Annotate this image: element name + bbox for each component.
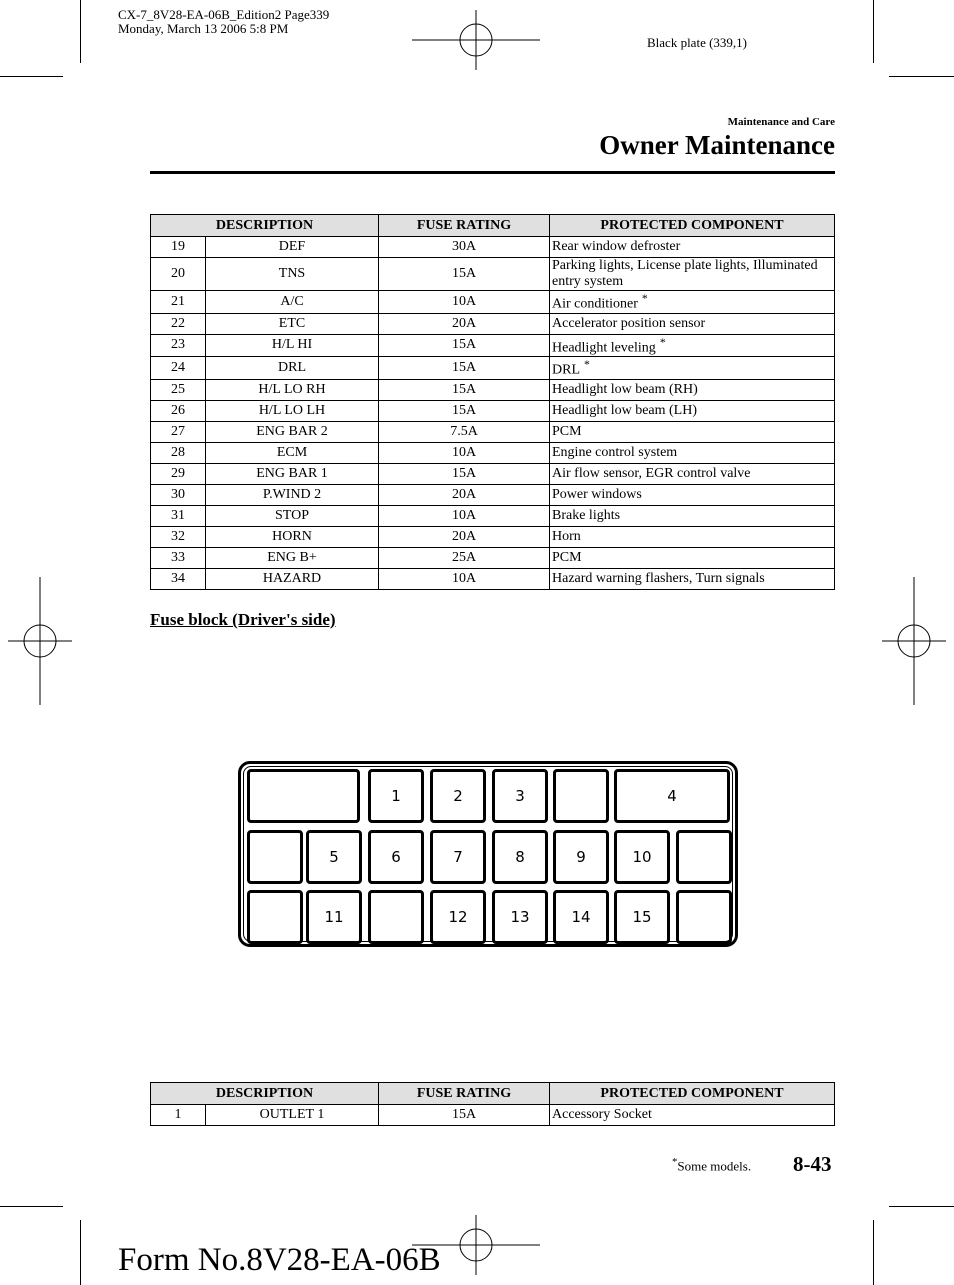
fuse-rating-text: 15A bbox=[451, 465, 477, 481]
fuse-slot-9: 9 bbox=[553, 830, 609, 884]
fuse-number-text: 20 bbox=[171, 266, 185, 281]
table-row bbox=[151, 379, 835, 400]
fuse-number bbox=[151, 313, 206, 334]
protected-component-text: Headlight leveling bbox=[552, 340, 656, 356]
table-row bbox=[151, 357, 835, 380]
protected-component bbox=[550, 484, 835, 505]
fuse-description bbox=[206, 568, 379, 589]
protected-component bbox=[550, 463, 835, 484]
fuse-slot-empty bbox=[368, 890, 424, 944]
fuse-number bbox=[151, 1105, 206, 1126]
protected-component-text: Hazard warning flashers, Turn signals bbox=[552, 570, 765, 586]
fuse-description-text: H/L HI bbox=[271, 337, 313, 353]
fuse-rating-text: 15A bbox=[451, 360, 477, 376]
protected-component-text: Horn bbox=[552, 528, 581, 544]
table-header-row bbox=[151, 1083, 835, 1105]
fuse-rating bbox=[379, 442, 550, 463]
fuse-description bbox=[206, 258, 379, 291]
table-row bbox=[151, 258, 835, 291]
fuse-slot-empty bbox=[247, 830, 303, 884]
fuse-description bbox=[206, 526, 379, 547]
fuse-number bbox=[151, 505, 206, 526]
fuse-number-text: 32 bbox=[171, 528, 185, 544]
fuse-number-text: 24 bbox=[171, 360, 185, 376]
fuse-slot-14: 14 bbox=[553, 890, 609, 944]
fuse-rating bbox=[379, 505, 550, 526]
fuse-rating bbox=[379, 547, 550, 568]
fuse-description bbox=[206, 505, 379, 526]
column-header-description: DESCRIPTION bbox=[151, 1083, 379, 1105]
fuse-rating-text: 10A bbox=[451, 444, 477, 460]
protected-component-text: Power windows bbox=[552, 486, 642, 502]
fuse-rating-text: 20A bbox=[451, 486, 477, 502]
fuse-description bbox=[206, 313, 379, 334]
fuse-description-text: STOP bbox=[275, 507, 309, 523]
fuse-description-text: HORN bbox=[272, 528, 312, 544]
fuse-rating bbox=[379, 237, 550, 258]
fuse-number-text: 19 bbox=[171, 239, 185, 254]
fuse-rating bbox=[379, 1105, 550, 1126]
fuse-number-text: 28 bbox=[171, 444, 185, 460]
fuse-rating bbox=[379, 357, 550, 380]
fuse-rating-text: 10A bbox=[451, 570, 477, 586]
column-header-fuse-rating: FUSE RATING bbox=[379, 215, 550, 237]
fuse-number-text: 30 bbox=[171, 486, 185, 502]
fuse-description bbox=[206, 1105, 379, 1126]
fuse-rating bbox=[379, 258, 550, 291]
plate-label: Black plate (339,1) bbox=[647, 35, 747, 50]
protected-component-text: Rear window defroster bbox=[552, 239, 681, 254]
table-body bbox=[151, 237, 835, 590]
fuse-number-text: 33 bbox=[171, 549, 185, 565]
fuse-rating-text: 15A bbox=[451, 402, 477, 418]
protected-component-text: Air conditioner bbox=[552, 296, 638, 312]
fuse-rating bbox=[379, 484, 550, 505]
column-header-protected-component: PROTECTED COMPONENT bbox=[550, 1083, 835, 1105]
fuse-description-text: H/L LO RH bbox=[258, 381, 326, 397]
fuse-rating-text: 7.5A bbox=[450, 423, 478, 439]
fuse-description bbox=[206, 334, 379, 357]
protected-component bbox=[550, 258, 835, 291]
fuse-number bbox=[151, 463, 206, 484]
protected-component bbox=[550, 442, 835, 463]
protected-component bbox=[550, 505, 835, 526]
registration-mark-left bbox=[8, 575, 72, 707]
fuse-description bbox=[206, 463, 379, 484]
fuse-description bbox=[206, 400, 379, 421]
fuse-number-text: 25 bbox=[171, 381, 185, 397]
fuse-number bbox=[151, 400, 206, 421]
fuse-rating bbox=[379, 421, 550, 442]
fuse-description bbox=[206, 484, 379, 505]
protected-component bbox=[550, 568, 835, 589]
fuse-number-text: 23 bbox=[171, 337, 185, 353]
table-row bbox=[151, 237, 835, 258]
fuse-slot-12: 12 bbox=[430, 890, 486, 944]
fuse-number bbox=[151, 237, 206, 258]
protected-component bbox=[550, 1105, 835, 1126]
protected-component bbox=[550, 400, 835, 421]
fuse-description bbox=[206, 547, 379, 568]
fuse-number bbox=[151, 568, 206, 589]
column-header-protected-component: PROTECTED COMPONENT bbox=[550, 215, 835, 237]
fuse-description-text: ETC bbox=[278, 315, 306, 331]
protected-component-text: Parking lights, License plate lights, Illuminated entry system bbox=[552, 258, 818, 289]
table-row bbox=[151, 547, 835, 568]
fuse-number-text: 34 bbox=[171, 570, 185, 586]
fuse-description-text: ECM bbox=[276, 444, 308, 460]
fuse-description-text: ENG BAR 1 bbox=[256, 465, 328, 481]
table-row bbox=[151, 421, 835, 442]
fuse-rating-text: 20A bbox=[451, 315, 477, 331]
protected-component-text: DRL bbox=[552, 362, 580, 378]
fuse-description-text: TNS bbox=[278, 266, 306, 281]
protected-component-text: Engine control system bbox=[552, 444, 678, 460]
fuse-slot-empty bbox=[676, 830, 732, 884]
protected-component-text: Headlight low beam (LH) bbox=[552, 402, 698, 418]
column-header-description: DESCRIPTION bbox=[151, 215, 379, 237]
some-models-marker: * bbox=[641, 292, 648, 305]
fuse-description-text: ENG B+ bbox=[267, 549, 317, 565]
fuse-description-text: A/C bbox=[280, 293, 304, 309]
fuse-rating bbox=[379, 379, 550, 400]
fuse-rating-text: 15A bbox=[451, 266, 477, 281]
protected-component-text: Brake lights bbox=[552, 507, 621, 523]
protected-component-text: PCM bbox=[552, 549, 582, 565]
fuse-table-drivers-side bbox=[150, 1082, 835, 1126]
date-line: Monday, March 13 2006 5:8 PM bbox=[118, 21, 289, 36]
fuse-description-text: P.WIND 2 bbox=[262, 486, 322, 502]
fuse-slot-13: 13 bbox=[492, 890, 548, 944]
table-row bbox=[151, 463, 835, 484]
fuse-rating-text: 15A bbox=[451, 1107, 477, 1122]
fuse-slot-empty bbox=[247, 890, 303, 944]
fuse-number bbox=[151, 442, 206, 463]
table-header-row bbox=[151, 215, 835, 237]
fuse-slot-empty bbox=[553, 769, 609, 823]
some-models-marker: * bbox=[659, 335, 666, 349]
protected-component-text: Air flow sensor, EGR control valve bbox=[552, 465, 751, 481]
fuse-number bbox=[151, 379, 206, 400]
fuse-number-text: 27 bbox=[171, 423, 185, 439]
fuse-description bbox=[206, 379, 379, 400]
fuse-rating bbox=[379, 568, 550, 589]
fuse-rating bbox=[379, 526, 550, 547]
fuse-slot-empty bbox=[676, 890, 732, 944]
registration-mark-right bbox=[882, 575, 946, 707]
protected-component bbox=[550, 313, 835, 334]
fuse-description-text: DRL bbox=[278, 360, 306, 376]
protected-component-text: Accelerator position sensor bbox=[552, 315, 706, 331]
fuse-rating bbox=[379, 400, 550, 421]
protected-component bbox=[550, 291, 835, 314]
fuse-number bbox=[151, 258, 206, 291]
fuse-rating-text: 20A bbox=[451, 528, 477, 544]
fuse-description bbox=[206, 442, 379, 463]
table-row bbox=[151, 313, 835, 334]
fuse-number-text: 1 bbox=[174, 1107, 182, 1122]
fuse-description-text: ENG BAR 2 bbox=[256, 423, 328, 439]
fuse-description bbox=[206, 237, 379, 258]
fuse-slot-2: 2 bbox=[430, 769, 486, 823]
fuse-number bbox=[151, 484, 206, 505]
page-number: 8-43 bbox=[793, 1152, 832, 1176]
fuse-slot-1: 1 bbox=[368, 769, 424, 823]
fuse-slot-10: 10 bbox=[614, 830, 670, 884]
protected-component bbox=[550, 237, 835, 258]
table-row bbox=[151, 526, 835, 547]
fuse-rating bbox=[379, 313, 550, 334]
fuse-description-text: DEF bbox=[278, 239, 306, 254]
fuse-slot-15: 15 bbox=[614, 890, 670, 944]
fuse-number bbox=[151, 421, 206, 442]
fuse-rating-text: 30A bbox=[451, 239, 477, 254]
table-row bbox=[151, 334, 835, 357]
footnote-star: * bbox=[672, 1156, 678, 1168]
table-row bbox=[151, 442, 835, 463]
protected-component bbox=[550, 547, 835, 568]
file-line: CX-7_8V28-EA-06B_Edition2 Page339 bbox=[118, 7, 330, 22]
protected-component bbox=[550, 334, 835, 357]
fuse-description-text: OUTLET 1 bbox=[259, 1107, 325, 1122]
table-row bbox=[151, 291, 835, 314]
fuse-rating-text: 15A bbox=[451, 337, 477, 353]
fuse-slot-8: 8 bbox=[492, 830, 548, 884]
fuse-slot-3: 3 bbox=[492, 769, 548, 823]
fuse-description bbox=[206, 291, 379, 314]
table-body bbox=[151, 1105, 835, 1126]
fuse-rating-text: 10A bbox=[451, 293, 477, 309]
fuse-number-text: 21 bbox=[171, 293, 185, 309]
form-number: Form No.8V28-EA-06B bbox=[118, 1242, 441, 1278]
some-models-marker: * bbox=[584, 358, 590, 372]
fuse-rating-text: 15A bbox=[451, 381, 477, 397]
fuse-number-text: 22 bbox=[171, 315, 185, 331]
protected-component bbox=[550, 357, 835, 380]
fuse-block-heading: Fuse block (Driver's side) bbox=[150, 610, 336, 629]
fuse-slot-6: 6 bbox=[368, 830, 424, 884]
fuse-slot-11: 11 bbox=[306, 890, 362, 944]
fuse-slot-7: 7 bbox=[430, 830, 486, 884]
fuse-number bbox=[151, 357, 206, 380]
fuse-number-text: 26 bbox=[171, 402, 185, 418]
fuse-rating bbox=[379, 291, 550, 314]
fuse-number-text: 31 bbox=[171, 507, 185, 523]
fuse-number bbox=[151, 291, 206, 314]
table-row bbox=[151, 505, 835, 526]
page-title: Owner Maintenance bbox=[599, 130, 835, 160]
fuse-rating bbox=[379, 463, 550, 484]
title-rule bbox=[150, 171, 835, 174]
fuse-slot-empty bbox=[247, 769, 360, 823]
registration-mark-top bbox=[410, 10, 542, 70]
fuse-number bbox=[151, 526, 206, 547]
fuse-description bbox=[206, 357, 379, 380]
protected-component bbox=[550, 421, 835, 442]
fuse-number-text: 29 bbox=[171, 465, 185, 481]
fuse-description-text: HAZARD bbox=[262, 570, 322, 586]
table-row bbox=[151, 568, 835, 589]
protected-component-text: Headlight low beam (RH) bbox=[552, 381, 698, 397]
fuse-rating-text: 25A bbox=[451, 549, 477, 565]
section-label: Maintenance and Care bbox=[727, 116, 835, 128]
table-row bbox=[151, 484, 835, 505]
fuse-slot-5: 5 bbox=[306, 830, 362, 884]
protected-component-text: PCM bbox=[552, 423, 582, 439]
fuse-slot-4: 4 bbox=[614, 769, 730, 823]
footnote bbox=[672, 1156, 751, 1174]
fuse-description bbox=[206, 421, 379, 442]
protected-component bbox=[550, 379, 835, 400]
table-row bbox=[151, 400, 835, 421]
fuse-number bbox=[151, 334, 206, 357]
footnote-text: Some models. bbox=[677, 1158, 752, 1174]
fuse-table-engine bbox=[150, 214, 835, 590]
fuse-rating-text: 10A bbox=[451, 507, 477, 523]
fuse-rating bbox=[379, 334, 550, 357]
print-header bbox=[118, 8, 329, 36]
protected-component bbox=[550, 526, 835, 547]
table-row bbox=[151, 1105, 835, 1126]
protected-component-text: Accessory Socket bbox=[552, 1107, 652, 1122]
fuse-description-text: H/L LO LH bbox=[258, 402, 326, 418]
fuse-number bbox=[151, 547, 206, 568]
column-header-fuse-rating: FUSE RATING bbox=[379, 1083, 550, 1105]
